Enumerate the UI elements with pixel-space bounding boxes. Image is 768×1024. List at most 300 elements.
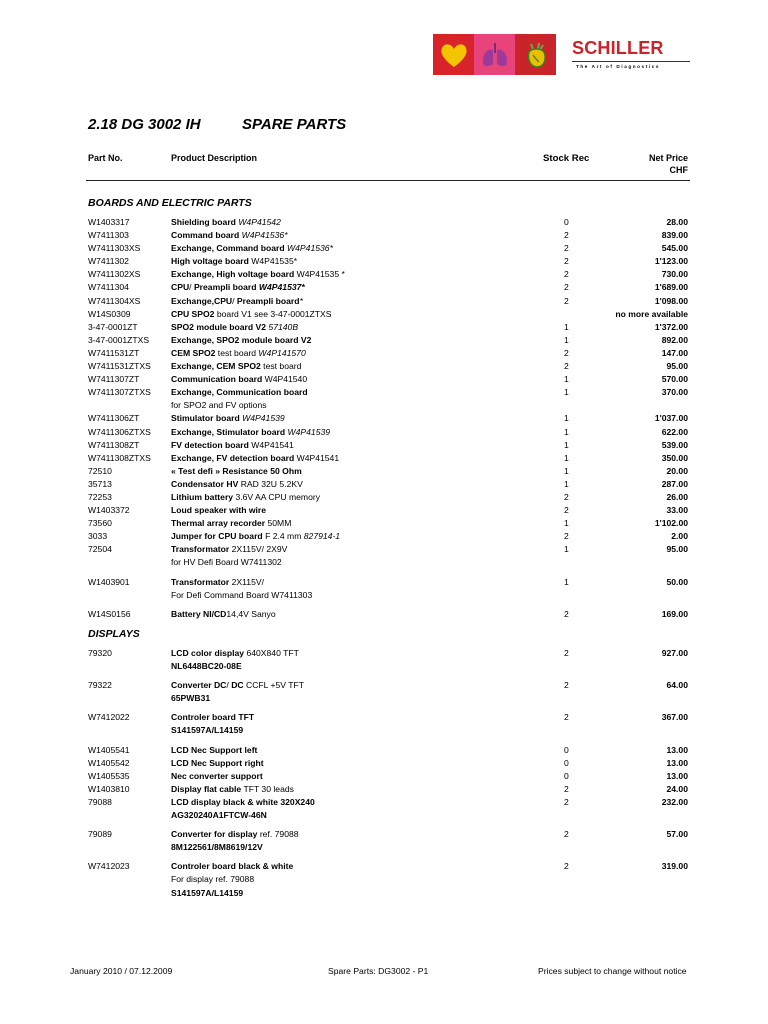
part-number: W7412022 <box>88 712 130 723</box>
product-description <box>171 517 291 530</box>
description-segment: W4P41542 <box>235 217 281 227</box>
table-row <box>0 783 768 796</box>
product-description <box>171 268 345 281</box>
part-number: W7411303 <box>88 230 129 241</box>
table-row <box>0 860 768 873</box>
stock-rec: 2 <box>564 861 569 872</box>
net-price: 370.00 <box>661 387 688 398</box>
description-segment: / <box>232 295 237 306</box>
part-number: W7411306ZT <box>88 413 140 424</box>
stock-rec: 1 <box>564 374 569 385</box>
description-segment: Lithium battery <box>171 491 234 502</box>
description-segment: 2X115V/ <box>229 576 264 587</box>
section-title-boards: BOARDS AND ELECTRIC PARTS <box>88 197 252 209</box>
description-segment: Exchange, FV detection board <box>171 452 295 463</box>
description-segment: test board <box>215 347 259 358</box>
table-row <box>0 647 768 660</box>
description-segment: Preampli board <box>236 295 300 306</box>
table-row <box>0 724 768 737</box>
stock-rec: 0 <box>564 217 569 227</box>
description-segment: Communication board <box>171 374 263 385</box>
net-price: 539.00 <box>661 439 688 450</box>
net-price: 1'372.00 <box>654 321 688 332</box>
part-number: 35713 <box>88 478 112 489</box>
part-number: 79088 <box>88 796 112 807</box>
description-segment: « Test defi » Resistance 50 Ohm <box>171 465 302 476</box>
description-segment: Converter for display <box>171 829 258 840</box>
description-segment: W4P141570 <box>258 347 306 358</box>
stock-rec: 2 <box>564 295 569 306</box>
stock-rec: 2 <box>564 243 569 254</box>
description-segment: 57140B <box>266 321 299 332</box>
description-segment: Controler board black & white <box>171 861 294 872</box>
stock-rec: 2 <box>564 608 569 619</box>
header-divider <box>86 180 690 181</box>
lungs-icon <box>474 34 515 75</box>
part-number: W7411306ZTXS <box>88 426 151 437</box>
table-row <box>0 399 768 412</box>
description-segment: for HV Defi Board W7411302 <box>171 557 282 568</box>
part-number: W1403810 <box>88 783 130 794</box>
table-row <box>0 828 768 841</box>
stock-rec: 1 <box>564 518 569 529</box>
table-row <box>0 452 768 465</box>
description-segment: W4P41537* <box>256 282 305 293</box>
description-segment: CEM SPO2 <box>171 347 216 358</box>
table-row <box>0 543 768 556</box>
product-description <box>171 770 263 783</box>
part-number: 72504 <box>88 544 112 555</box>
part-number: W7411303XS <box>88 243 141 254</box>
product-description <box>171 347 306 360</box>
product-description <box>171 873 254 886</box>
net-price: 13.00 <box>666 744 688 755</box>
description-segment: Battery NI/CD <box>171 608 227 619</box>
stock-rec: 1 <box>564 334 569 345</box>
description-segment: TFT 30 leads <box>241 783 294 794</box>
product-description <box>171 724 243 737</box>
product-description <box>171 543 287 556</box>
stock-rec: 2 <box>564 347 569 358</box>
net-price: 350.00 <box>661 452 688 463</box>
net-price: 1'102.00 <box>654 518 688 529</box>
table-row <box>0 517 768 530</box>
product-description <box>171 295 303 308</box>
description-segment: Preampli board <box>193 282 257 293</box>
product-description <box>171 242 333 255</box>
table-row <box>0 295 768 308</box>
description-segment: W4P41539 <box>239 413 285 424</box>
stock-rec: 2 <box>564 269 569 280</box>
part-number: 79089 <box>88 829 112 840</box>
description-segment: Transformator <box>171 576 230 587</box>
description-segment: FV detection board <box>171 439 249 450</box>
column-header-currency: CHF <box>669 165 688 175</box>
table-row <box>0 744 768 757</box>
product-description <box>171 281 305 294</box>
description-segment: Exchange, SPO2 module board V2 <box>171 334 312 345</box>
table-row <box>0 426 768 439</box>
product-description <box>171 660 242 673</box>
stock-rec: 2 <box>564 361 569 372</box>
net-price: 50.00 <box>666 576 688 587</box>
table-row <box>0 660 768 673</box>
part-number: W14S0309 <box>88 308 131 319</box>
product-description <box>171 360 301 373</box>
description-segment: 65PWB31 <box>171 693 211 704</box>
description-segment: High voltage board <box>171 256 249 267</box>
product-description <box>171 426 330 439</box>
description-segment: W4P41535* <box>248 256 298 267</box>
table-row <box>0 711 768 724</box>
description-segment: W4P41536* <box>239 230 288 241</box>
product-description <box>171 308 332 321</box>
product-description <box>171 465 302 478</box>
schiller-logo-icons <box>433 34 556 75</box>
net-price: 20.00 <box>666 465 688 476</box>
table-row <box>0 465 768 478</box>
product-description <box>171 478 303 491</box>
description-segment: Stimulator board <box>171 413 240 424</box>
stock-rec: 1 <box>564 439 569 450</box>
table-row <box>0 321 768 334</box>
stock-rec: 1 <box>564 387 569 398</box>
part-number: W1403372 <box>88 505 130 516</box>
part-number: 3-47-0001ZT <box>88 321 138 332</box>
description-segment: For display ref. 79088 <box>171 874 255 885</box>
description-segment: * <box>299 295 303 306</box>
part-number: W7411304 <box>88 282 129 293</box>
product-description <box>171 255 297 268</box>
net-price: 95.00 <box>666 361 688 372</box>
section-title-displays: DISPLAYS <box>88 628 140 640</box>
description-segment: board V1 see 3-47-0001ZTXS <box>214 308 332 319</box>
table-row <box>0 504 768 517</box>
product-description <box>171 439 294 452</box>
description-segment: Exchange, Communication board <box>171 387 308 398</box>
product-description <box>171 711 254 724</box>
table-row <box>0 556 768 569</box>
product-description <box>171 556 282 569</box>
description-segment: 50MM <box>265 518 292 529</box>
product-description <box>171 589 312 602</box>
product-description <box>171 647 299 660</box>
net-price: 545.00 <box>661 243 688 254</box>
description-segment: Command board <box>171 230 240 241</box>
product-description <box>171 491 320 504</box>
part-number: W7411308ZT <box>88 439 140 450</box>
description-segment: / <box>226 680 232 691</box>
description-segment: W4P41540 <box>262 374 308 385</box>
product-description <box>171 860 293 873</box>
anatomical-heart-icon <box>515 34 556 75</box>
description-segment: LCD Nec Support right <box>171 757 264 768</box>
brand-tagline: The Art of Diagnostics <box>576 64 661 69</box>
product-description <box>171 216 281 229</box>
part-number: 72253 <box>88 491 112 502</box>
description-segment: Exchange,CPU <box>171 295 233 306</box>
document-title: SPARE PARTS <box>242 116 347 133</box>
description-segment: 8M122561/8M8619/12V <box>171 842 263 853</box>
brand-name: SCHILLER <box>572 38 664 58</box>
table-row <box>0 373 768 386</box>
stock-rec: 2 <box>564 230 569 241</box>
column-header-part-no: Part No. <box>88 153 123 163</box>
column-header-price-label: Net Price <box>648 153 688 163</box>
table-row <box>0 229 768 242</box>
column-header-description: Product Description <box>171 153 258 163</box>
part-number: 73560 <box>88 518 112 529</box>
description-segment: LCD color display <box>171 648 245 658</box>
table-row <box>0 757 768 770</box>
part-number: W1405541 <box>88 744 130 755</box>
part-number: W1405542 <box>88 757 130 768</box>
description-segment: F 2.4 mm <box>262 531 304 542</box>
table-row <box>0 439 768 452</box>
product-description <box>171 887 243 900</box>
product-description <box>171 334 311 347</box>
net-price: 232.00 <box>661 796 688 807</box>
description-segment: Nec converter support <box>171 770 263 781</box>
net-price: 95.00 <box>666 544 688 555</box>
product-description <box>171 809 267 822</box>
description-segment: 3.6V AA CPU memory <box>233 491 321 502</box>
part-number: W1403901 <box>88 576 130 587</box>
stock-rec: 1 <box>564 576 569 587</box>
description-segment: NL6448BC20-08E <box>171 661 242 672</box>
table-row <box>0 873 768 886</box>
table-row <box>0 679 768 692</box>
stock-rec: 2 <box>564 680 569 691</box>
net-price: 24.00 <box>666 783 688 794</box>
net-price: 287.00 <box>661 478 688 489</box>
description-segment: / <box>189 282 194 293</box>
part-number: W1403317 <box>88 217 130 227</box>
net-price: no more available <box>615 308 688 319</box>
description-segment: Exchange, High voltage board <box>171 269 295 280</box>
net-price: 2.00 <box>671 531 688 542</box>
description-segment: SPO2 module board V2 <box>171 321 267 332</box>
description-segment: Condensator HV <box>171 478 239 489</box>
product-description <box>171 692 210 705</box>
table-row <box>0 796 768 809</box>
table-row <box>0 360 768 373</box>
description-segment: W4P41541 <box>294 452 340 463</box>
footer-page: Spare Parts: DG3002 - P1 <box>328 966 429 976</box>
description-segment: for SPO2 and FV options <box>171 400 267 411</box>
product-description <box>171 373 307 386</box>
net-price: 1'123.00 <box>654 256 688 267</box>
stock-rec: 0 <box>564 744 569 755</box>
product-description <box>171 744 257 757</box>
net-price: 64.00 <box>666 680 688 691</box>
part-number: W7411302XS <box>88 269 141 280</box>
stock-rec: 2 <box>564 505 569 516</box>
table-row <box>0 216 768 229</box>
product-description <box>171 530 340 543</box>
stock-rec: 0 <box>564 757 569 768</box>
product-description <box>171 841 263 854</box>
product-description <box>171 757 264 770</box>
part-number: 72510 <box>88 465 112 476</box>
net-price: 57.00 <box>666 829 688 840</box>
description-segment: For Defi Command Board W7411303 <box>171 589 313 600</box>
table-row <box>0 255 768 268</box>
column-header-stock: Stock Rec <box>543 153 590 164</box>
stock-rec: 1 <box>564 426 569 437</box>
part-number: W7411308ZTXS <box>88 452 151 463</box>
part-number: 79322 <box>88 680 112 691</box>
stock-rec: 2 <box>564 256 569 267</box>
net-price: 26.00 <box>666 491 688 502</box>
description-segment: W4P41536* <box>284 243 333 254</box>
boards-table <box>0 216 768 621</box>
product-description <box>171 504 266 517</box>
part-number: W7412023 <box>88 861 130 872</box>
description-segment: Display flat cable <box>171 783 242 794</box>
net-price: 1'098.00 <box>654 295 688 306</box>
table-row <box>0 770 768 783</box>
description-segment: Controler board TFT <box>171 712 255 723</box>
part-number: W7411307ZT <box>88 374 140 385</box>
part-number: 3033 <box>88 531 108 542</box>
description-segment: 827914-1 <box>303 531 341 542</box>
table-row <box>0 692 768 705</box>
stock-rec: 2 <box>564 531 569 542</box>
table-row <box>0 491 768 504</box>
table-row <box>0 281 768 294</box>
brand-underline <box>572 61 690 62</box>
stock-rec: 1 <box>564 321 569 332</box>
product-description <box>171 399 267 412</box>
description-segment: S141597A/L14159 <box>171 725 244 736</box>
net-price: 839.00 <box>661 230 688 241</box>
net-price: 13.00 <box>666 770 688 781</box>
description-segment: Thermal array recorder <box>171 518 266 529</box>
stock-rec: 2 <box>564 829 569 840</box>
displays-table <box>0 647 768 900</box>
part-number: W7411302 <box>88 256 129 267</box>
stock-rec: 2 <box>564 796 569 807</box>
product-description <box>171 608 276 621</box>
table-row <box>0 530 768 543</box>
product-description <box>171 576 264 589</box>
stock-rec: 0 <box>564 770 569 781</box>
table-row <box>0 386 768 399</box>
net-price: 1'037.00 <box>654 413 688 424</box>
description-segment: 640X840 TFT <box>244 648 299 658</box>
description-segment: LCD Nec Support left <box>171 744 258 755</box>
table-row <box>0 576 768 589</box>
table-row <box>0 478 768 491</box>
net-price: 28.00 <box>666 217 688 227</box>
net-price: 13.00 <box>666 757 688 768</box>
description-segment: test board <box>260 361 302 372</box>
table-row <box>0 334 768 347</box>
table-row <box>0 589 768 602</box>
description-segment: AG320240A1FTCW-46N <box>171 810 267 821</box>
column-header-price <box>649 152 688 176</box>
product-description <box>171 412 285 425</box>
description-segment: W4P41541 <box>248 439 294 450</box>
table-row <box>0 887 768 900</box>
description-segment: W4P41535 * <box>294 269 345 280</box>
description-segment: W4P41539 <box>285 426 331 437</box>
product-description <box>171 229 288 242</box>
part-number: W1405535 <box>88 770 130 781</box>
net-price: 570.00 <box>661 374 688 385</box>
stock-rec: 1 <box>564 478 569 489</box>
footer-date: January 2010 / 07.12.2009 <box>70 966 173 976</box>
part-number: 79320 <box>88 648 112 658</box>
net-price: 927.00 <box>661 648 688 658</box>
stock-rec: 1 <box>564 544 569 555</box>
stock-rec: 2 <box>564 648 569 658</box>
table-row <box>0 347 768 360</box>
product-description <box>171 796 315 809</box>
stock-rec: 2 <box>564 783 569 794</box>
table-row <box>0 841 768 854</box>
net-price: 147.00 <box>661 347 688 358</box>
table-row <box>0 809 768 822</box>
net-price: 730.00 <box>661 269 688 280</box>
description-segment: LCD display black & white 320X240 <box>171 796 315 807</box>
net-price: 1'689.00 <box>654 282 688 293</box>
description-segment: 14,4V Sanyo <box>226 608 276 619</box>
product-description <box>171 679 304 692</box>
net-price: 367.00 <box>661 712 688 723</box>
product-description <box>171 828 299 841</box>
part-number: W7411531ZT <box>88 347 140 358</box>
table-row <box>0 242 768 255</box>
description-segment: Exchange, CEM SPO2 <box>171 361 261 372</box>
heart-icon <box>433 34 474 75</box>
description-segment: Jumper for CPU board <box>171 531 263 542</box>
description-segment: Transformator <box>171 544 230 555</box>
description-segment: CPU <box>171 282 190 293</box>
description-segment: CPU SPO2 <box>171 308 215 319</box>
product-description <box>171 452 339 465</box>
part-number: W7411531ZTXS <box>88 361 151 372</box>
net-price: 892.00 <box>661 334 688 345</box>
description-segment: DC <box>231 680 244 691</box>
product-description <box>171 321 298 334</box>
document-code: 2.18 DG 3002 IH <box>88 116 201 133</box>
stock-rec: 1 <box>564 413 569 424</box>
product-description <box>171 386 308 399</box>
part-number: W7411304XS <box>88 295 141 306</box>
table-row <box>0 608 768 621</box>
stock-rec: 1 <box>564 452 569 463</box>
description-segment: Exchange, Command board <box>171 243 285 254</box>
footer-notice: Prices subject to change without notice <box>538 966 687 976</box>
description-segment: S141597A/L14159 <box>171 887 244 898</box>
net-price: 622.00 <box>661 426 688 437</box>
description-segment: 2X115V/ 2X9V <box>229 544 288 555</box>
net-price: 33.00 <box>666 505 688 516</box>
part-number: W14S0156 <box>88 608 131 619</box>
stock-rec: 2 <box>564 491 569 502</box>
part-number: W7411307ZTXS <box>88 387 151 398</box>
description-segment: Exchange, Stimulator board <box>171 426 286 437</box>
stock-rec: 2 <box>564 282 569 293</box>
description-segment: Loud speaker with wire <box>171 505 267 516</box>
description-segment: Shielding board <box>171 217 236 227</box>
description-segment: ref. 79088 <box>257 829 299 840</box>
part-number: 3-47-0001ZTXS <box>88 334 150 345</box>
description-segment: RAD 32U 5.2KV <box>238 478 303 489</box>
description-segment: Converter DC <box>171 680 227 691</box>
